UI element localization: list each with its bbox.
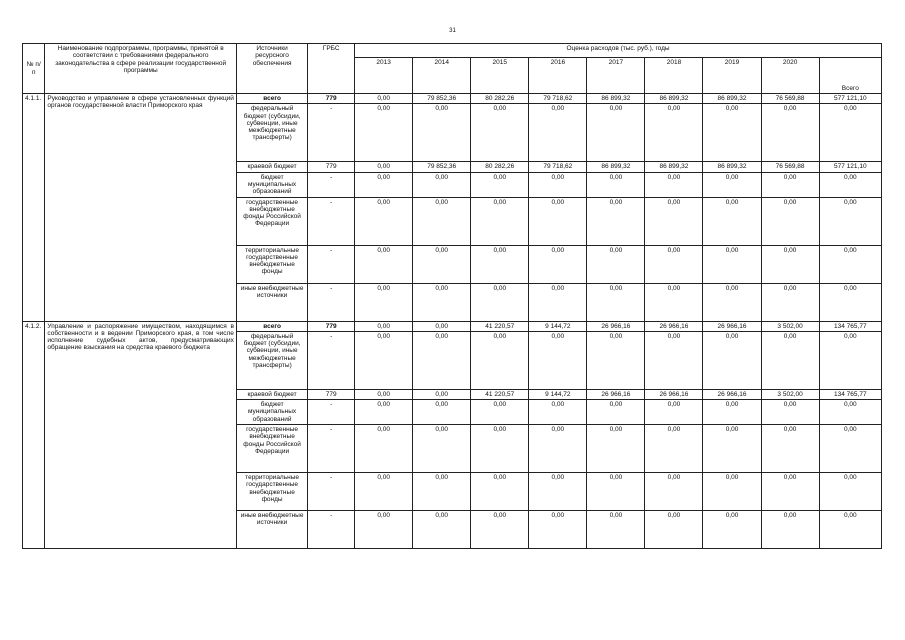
year-value: 26 966,16: [645, 321, 703, 331]
year-value: 0,00: [761, 172, 819, 197]
year-value: 0,00: [761, 400, 819, 425]
year-value: 0,00: [703, 331, 761, 389]
year-value: 26 966,16: [703, 321, 761, 331]
year-value: 0,00: [645, 425, 703, 473]
year-value: 0,00: [587, 245, 645, 283]
year-value: 0,00: [355, 511, 413, 549]
funding-source: федеральный бюджет (субсидии, субвенции, иные межбюджетные трансферты): [236, 104, 307, 162]
year-value: 0,00: [355, 172, 413, 197]
year-value: 0,00: [529, 511, 587, 549]
year-value: 0,00: [471, 331, 529, 389]
funding-source: краевой бюджет: [236, 162, 307, 172]
total-value: 0,00: [819, 511, 881, 549]
funding-source: краевой бюджет: [236, 389, 307, 399]
year-value: 0,00: [703, 245, 761, 283]
year-value: 0,00: [355, 245, 413, 283]
total-value: 134 765,77: [819, 321, 881, 331]
year-value: 0,00: [355, 331, 413, 389]
year-value: 80 282,26: [471, 162, 529, 172]
funding-source: всего: [236, 321, 307, 331]
header-total: Всего: [819, 58, 881, 94]
grbs-code: -: [308, 104, 355, 162]
total-value: 0,00: [819, 245, 881, 283]
total-value: 0,00: [819, 425, 881, 473]
header-name: Наименование подпрограммы, программы, принятой в соответствии с требованиями федерального законодательства в сфере реализации государственной программы: [45, 44, 237, 94]
header-estimate: Оценка расходов (тыс. руб.), годы: [355, 44, 882, 58]
header-year: 2013: [355, 58, 413, 94]
year-value: 0,00: [703, 283, 761, 321]
year-value: 0,00: [355, 473, 413, 511]
year-value: 0,00: [471, 245, 529, 283]
year-value: 79 852,36: [413, 94, 471, 104]
year-value: 0,00: [413, 245, 471, 283]
year-value: 9 144,72: [529, 321, 587, 331]
total-value: 0,00: [819, 400, 881, 425]
year-value: 0,00: [761, 104, 819, 162]
header-year: 2019: [703, 58, 761, 94]
year-value: 0,00: [413, 321, 471, 331]
year-value: 86 899,32: [587, 162, 645, 172]
total-value: 0,00: [819, 104, 881, 162]
program-name: Управление и распоряжение имуществом, находящимся в собственности и в ведении Приморского края, в том числе исполнение судебных актов, предусматривающих обращение взыскания на средства краевого бюджета: [45, 321, 237, 549]
year-value: 0,00: [413, 389, 471, 399]
header-num: № п/п: [23, 44, 45, 94]
year-value: 0,00: [471, 104, 529, 162]
grbs-code: 779: [308, 162, 355, 172]
grbs-code: 779: [308, 321, 355, 331]
year-value: 0,00: [355, 425, 413, 473]
total-value: 0,00: [819, 331, 881, 389]
year-value: 41 220,57: [471, 389, 529, 399]
page-number: 31: [449, 28, 456, 34]
table-body: [23, 94, 882, 549]
year-value: 0,00: [355, 283, 413, 321]
year-value: 86 899,32: [703, 162, 761, 172]
year-value: 0,00: [587, 197, 645, 245]
header-source: Источники ресурсного обеспечения: [236, 44, 307, 94]
total-value: 577 121,10: [819, 94, 881, 104]
year-value: 79 718,62: [529, 162, 587, 172]
year-value: 0,00: [471, 425, 529, 473]
year-value: 0,00: [355, 104, 413, 162]
year-value: 0,00: [355, 94, 413, 104]
program-name: Руководство и управление в сфере установленных функций органов государственной власти Приморского края: [45, 94, 237, 322]
year-value: 0,00: [645, 400, 703, 425]
year-value: 0,00: [471, 197, 529, 245]
year-value: 9 144,72: [529, 389, 587, 399]
year-value: 0,00: [529, 473, 587, 511]
header-year: 2020: [761, 58, 819, 94]
total-value: 0,00: [819, 283, 881, 321]
year-value: 0,00: [355, 162, 413, 172]
total-value: 0,00: [819, 172, 881, 197]
grbs-code: -: [308, 245, 355, 283]
year-value: 0,00: [587, 331, 645, 389]
year-value: 0,00: [413, 172, 471, 197]
program-number: 4.1.2.: [23, 321, 45, 549]
year-value: 0,00: [471, 473, 529, 511]
table-row: [23, 321, 882, 331]
total-value: 134 765,77: [819, 389, 881, 399]
header-year: 2017: [587, 58, 645, 94]
funding-source: государственные внебюджетные фонды Российской Федерации: [236, 425, 307, 473]
funding-source: территориальные государственные внебюджетные фонды: [236, 473, 307, 511]
year-value: 76 569,88: [761, 94, 819, 104]
grbs-code: -: [308, 283, 355, 321]
year-value: 0,00: [529, 331, 587, 389]
year-value: 0,00: [413, 197, 471, 245]
year-value: 0,00: [413, 400, 471, 425]
funding-source: территориальные государственные внебюджетные фонды: [236, 245, 307, 283]
grbs-code: -: [308, 331, 355, 389]
year-value: 0,00: [645, 331, 703, 389]
year-value: 0,00: [413, 425, 471, 473]
year-value: 0,00: [413, 511, 471, 549]
year-value: 0,00: [529, 400, 587, 425]
year-value: 0,00: [529, 172, 587, 197]
year-value: 0,00: [761, 473, 819, 511]
year-value: 0,00: [645, 473, 703, 511]
year-value: 0,00: [587, 283, 645, 321]
table-row: [23, 94, 882, 104]
total-value: 577 121,10: [819, 162, 881, 172]
year-value: 0,00: [645, 197, 703, 245]
total-value: 0,00: [819, 197, 881, 245]
year-value: 0,00: [645, 511, 703, 549]
year-value: 0,00: [529, 197, 587, 245]
year-value: 3 502,00: [761, 321, 819, 331]
funding-source: иные внебюджетные источники: [236, 511, 307, 549]
year-value: 26 966,16: [703, 389, 761, 399]
year-value: 0,00: [355, 389, 413, 399]
year-value: 0,00: [587, 425, 645, 473]
year-value: 0,00: [645, 104, 703, 162]
funding-source: бюджет муниципальных образований: [236, 400, 307, 425]
year-value: 26 966,16: [645, 389, 703, 399]
year-value: 0,00: [703, 425, 761, 473]
funding-source: федеральный бюджет (субсидии, субвенции, иные межбюджетные трансферты): [236, 331, 307, 389]
year-value: 0,00: [703, 104, 761, 162]
year-value: 86 899,32: [703, 94, 761, 104]
year-value: 0,00: [529, 425, 587, 473]
year-value: 0,00: [587, 511, 645, 549]
grbs-code: -: [308, 473, 355, 511]
funding-source: всего: [236, 94, 307, 104]
year-value: 3 502,00: [761, 389, 819, 399]
year-value: 0,00: [587, 473, 645, 511]
year-value: 79 852,36: [413, 162, 471, 172]
year-value: 0,00: [471, 283, 529, 321]
year-value: 0,00: [703, 400, 761, 425]
total-value: 0,00: [819, 473, 881, 511]
grbs-code: -: [308, 425, 355, 473]
year-value: 41 220,57: [471, 321, 529, 331]
year-value: 26 966,16: [587, 389, 645, 399]
header-year: 2014: [413, 58, 471, 94]
year-value: 0,00: [587, 104, 645, 162]
funding-source: иные внебюджетные источники: [236, 283, 307, 321]
year-value: 0,00: [761, 425, 819, 473]
year-value: 0,00: [761, 511, 819, 549]
grbs-code: 779: [308, 94, 355, 104]
year-value: 0,00: [703, 197, 761, 245]
grbs-code: -: [308, 511, 355, 549]
year-value: 0,00: [471, 172, 529, 197]
year-value: 0,00: [355, 321, 413, 331]
year-value: 0,00: [587, 400, 645, 425]
year-value: 86 899,32: [645, 162, 703, 172]
grbs-code: -: [308, 400, 355, 425]
expenditure-table: [22, 43, 882, 549]
funding-source: государственные внебюджетные фонды Российской Федерации: [236, 197, 307, 245]
year-value: 0,00: [355, 400, 413, 425]
year-value: 0,00: [703, 473, 761, 511]
year-value: 0,00: [529, 245, 587, 283]
year-value: 0,00: [645, 172, 703, 197]
year-value: 0,00: [413, 283, 471, 321]
year-value: 80 282,26: [471, 94, 529, 104]
year-value: 0,00: [471, 511, 529, 549]
year-value: 76 569,88: [761, 162, 819, 172]
year-value: 0,00: [703, 511, 761, 549]
year-value: 0,00: [471, 400, 529, 425]
year-value: 0,00: [645, 283, 703, 321]
header-year: 2016: [529, 58, 587, 94]
header-year: 2015: [471, 58, 529, 94]
year-value: 0,00: [703, 172, 761, 197]
table-header: [23, 44, 882, 94]
grbs-code: -: [308, 172, 355, 197]
year-value: 0,00: [587, 172, 645, 197]
program-number: 4.1.1.: [23, 94, 45, 322]
year-value: 86 899,32: [587, 94, 645, 104]
year-value: 0,00: [355, 197, 413, 245]
year-value: 0,00: [761, 197, 819, 245]
year-value: 0,00: [413, 331, 471, 389]
grbs-code: -: [308, 197, 355, 245]
year-value: 0,00: [645, 245, 703, 283]
year-value: 0,00: [529, 104, 587, 162]
header-grbs: ГРБС: [308, 44, 355, 94]
year-value: 86 899,32: [645, 94, 703, 104]
year-value: 0,00: [761, 331, 819, 389]
year-value: 79 718,62: [529, 94, 587, 104]
grbs-code: 779: [308, 389, 355, 399]
year-value: 0,00: [761, 245, 819, 283]
header-year: 2018: [645, 58, 703, 94]
funding-source: бюджет муниципальных образований: [236, 172, 307, 197]
year-value: 26 966,16: [587, 321, 645, 331]
year-value: 0,00: [413, 104, 471, 162]
year-value: 0,00: [761, 283, 819, 321]
year-value: 0,00: [413, 473, 471, 511]
year-value: 0,00: [529, 283, 587, 321]
